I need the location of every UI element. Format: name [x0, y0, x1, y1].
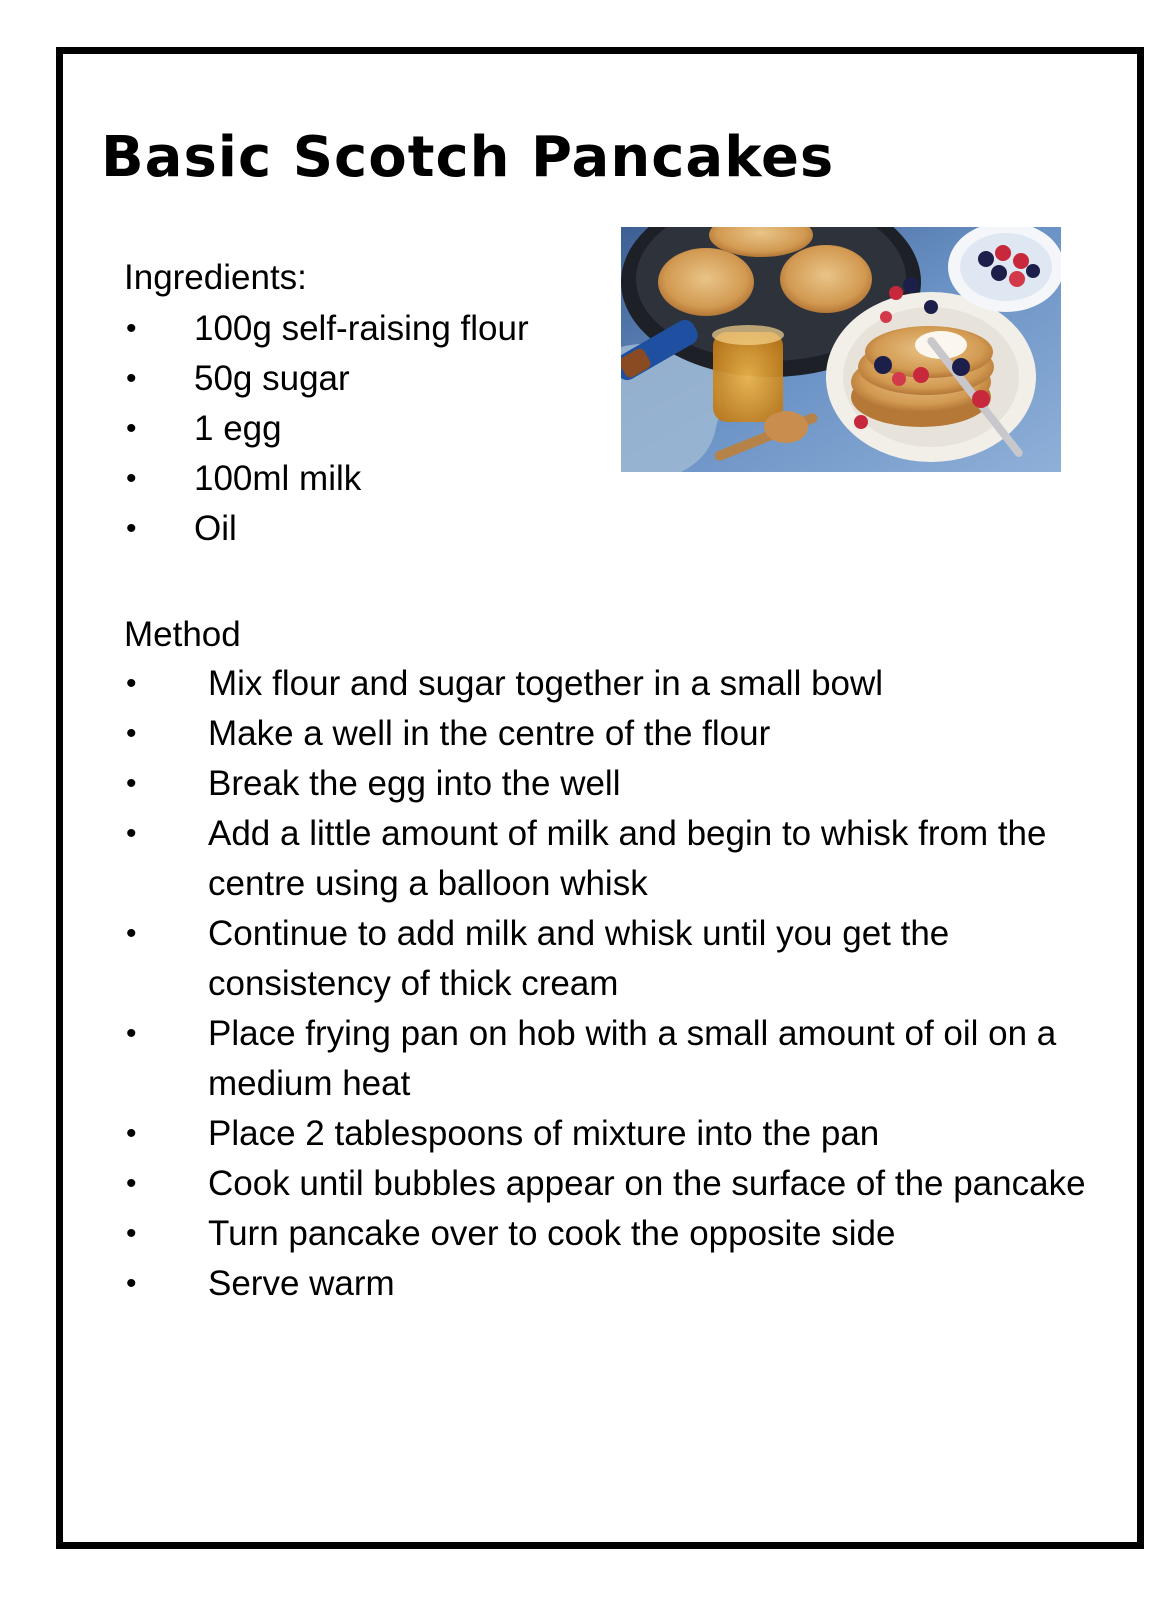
list-item — [126, 304, 594, 354]
bullet-icon: • — [126, 1267, 137, 1300]
bullet-icon: • — [126, 512, 137, 545]
pancakes-photo — [621, 227, 1061, 472]
bullet-icon: • — [126, 462, 137, 495]
ingredient-text: 1 egg — [194, 409, 282, 448]
bullet-icon: • — [126, 1117, 137, 1150]
list-item — [126, 1159, 1088, 1209]
list-item — [126, 404, 594, 454]
bullet-icon: • — [126, 717, 137, 750]
bullet-icon: • — [126, 1217, 137, 1250]
method-list — [126, 659, 1088, 1309]
list-item — [126, 1009, 1088, 1109]
bullet-icon: • — [126, 917, 137, 950]
page-title: Basic Scotch Pancakes — [101, 125, 835, 190]
list-item — [126, 659, 1088, 709]
method-step-text: Add a little amount of milk and begin to whisk from the centre using a balloon whisk — [208, 814, 1047, 903]
bullet-icon: • — [126, 667, 137, 700]
list-item — [126, 1259, 1088, 1309]
list-item — [126, 1209, 1088, 1259]
bullet-icon: • — [126, 817, 137, 850]
method-step-text: Break the egg into the well — [208, 764, 621, 803]
ingredient-text: 100g self-raising flour — [194, 309, 529, 348]
ingredient-text: 50g sugar — [194, 359, 350, 398]
list-item — [126, 709, 1088, 759]
bullet-icon: • — [126, 412, 137, 445]
bullet-icon: • — [126, 1017, 137, 1050]
method-step-text: Mix flour and sugar together in a small bowl — [208, 664, 884, 703]
ingredient-text: 100ml milk — [194, 459, 362, 498]
bullet-icon: • — [126, 312, 137, 345]
list-item — [126, 809, 1088, 909]
ingredients-list — [126, 304, 594, 554]
ingredients-heading: Ingredients: — [124, 258, 307, 297]
ingredient-text: Oil — [194, 509, 237, 548]
list-item — [126, 909, 1088, 1009]
method-step-text: Place frying pan on hob with a small amount of oil on a medium heat — [208, 1014, 1057, 1103]
method-step-text: Place 2 tablespoons of mixture into the pan — [208, 1114, 880, 1153]
method-step-text: Serve warm — [208, 1264, 395, 1303]
method-step-text: Continue to add milk and whisk until you get the consistency of thick cream — [208, 914, 950, 1003]
list-item — [126, 1109, 1088, 1159]
list-item — [126, 454, 594, 504]
method-step-text: Turn pancake over to cook the opposite side — [208, 1214, 896, 1253]
list-item — [126, 504, 594, 554]
bullet-icon: • — [126, 767, 137, 800]
list-item — [126, 354, 594, 404]
method-heading: Method — [124, 615, 241, 654]
bullet-icon: • — [126, 1167, 137, 1200]
list-item — [126, 759, 1088, 809]
method-step-text: Cook until bubbles appear on the surface of the pancake — [208, 1164, 1086, 1203]
method-step-text: Make a well in the centre of the flour — [208, 714, 771, 753]
bullet-icon: • — [126, 362, 137, 395]
